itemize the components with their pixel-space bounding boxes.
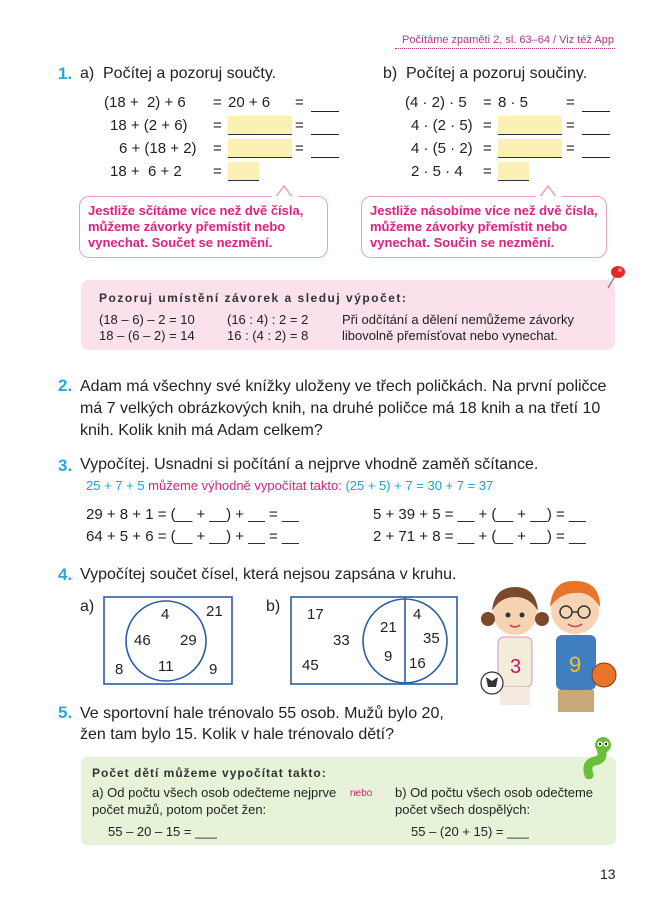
exercise-2-number: 2. <box>58 376 73 395</box>
outside-number: 9 <box>209 661 218 678</box>
exercise-3-right-2 <box>373 528 586 545</box>
answer-blank[interactable] <box>582 96 610 112</box>
exercise-1a-row-3: 6 + (18 + 2) <box>119 140 197 157</box>
eq-sign: = <box>483 94 492 111</box>
exercise-3-number: 3. <box>58 456 73 475</box>
eq-sign: = <box>213 117 222 134</box>
exercise-5-number: 5. <box>58 703 73 722</box>
eq-sign: = <box>213 163 222 180</box>
exercise-5-box-title: Počet dětí můžeme vypočítat takto: <box>92 766 327 780</box>
exercise-3-right-1 <box>373 506 586 523</box>
exercise-5-option-a: a) Od počtu všech osob odečteme nejprve počet mužů, potom počet žen: <box>92 785 337 817</box>
exercise-5-option-a-expr[interactable]: 55 – 20 – 15 = ___ <box>108 824 217 839</box>
answer-highlight-field[interactable] <box>498 139 562 158</box>
answer-form[interactable]: (__ + __) + __ = __ <box>170 506 299 523</box>
expression: 5 + 39 + 5 = <box>373 506 458 523</box>
panel-example: (18 – 6) – 2 = 10 <box>99 312 195 327</box>
answer-highlight-field[interactable] <box>228 139 292 158</box>
exercise-5-option-b: b) Od počtu všech osob odečteme počet všech dospělých: <box>395 785 594 817</box>
exercise-3-hint <box>86 478 493 493</box>
exercise-1b-label: b) <box>383 65 398 82</box>
tip-pointer-mask <box>272 196 298 199</box>
expression: 29 + 8 + 1 = <box>86 506 171 523</box>
answer-blank[interactable] <box>311 119 339 135</box>
hint-expression: 25 + 7 + 5 <box>86 478 145 493</box>
answer-highlight-field[interactable] <box>498 116 562 135</box>
panel-note: Při odčítání a dělení nemůžeme závorky libovolně přemísťovat nebo vynechat. <box>342 312 574 343</box>
eq-sign: = <box>566 140 575 157</box>
circle-number: 29 <box>180 632 197 649</box>
outside-number: 8 <box>115 661 124 678</box>
expression: 2 + 71 + 8 = <box>373 528 458 545</box>
eq-sign: = <box>295 140 304 157</box>
hint-solution: (25 + 5) + 7 = 30 + 7 = 37 <box>345 478 494 493</box>
exercise-1b-row-1-mid: 8 · 5 <box>498 94 529 111</box>
answer-form[interactable]: __ + (__ + __) = __ <box>457 506 586 523</box>
circle-number: 35 <box>423 630 440 647</box>
exercise-4-text: Vypočítej součet čísel, která nejsou zapsána v kruhu. <box>80 566 457 583</box>
answer-form[interactable]: __ + (__ + __) = __ <box>457 528 586 545</box>
circle-number: 16 <box>409 655 426 672</box>
circle-number: 9 <box>384 648 393 665</box>
eq-sign: = <box>483 163 492 180</box>
eq-sign: = <box>566 94 575 111</box>
pushpin-icon <box>600 262 628 294</box>
exercise-3-left-1 <box>86 506 299 523</box>
circle-number: 21 <box>380 619 397 636</box>
exercise-1a-row-1-mid: 20 + 6 <box>228 94 271 111</box>
exercise-5-option-b-expr[interactable]: 55 – (20 + 15) = ___ <box>411 824 529 839</box>
girl-figure <box>481 587 549 705</box>
panel-example: 16 : (4 : 2) = 8 <box>227 328 309 343</box>
answer-highlight-field[interactable] <box>498 162 529 181</box>
exercise-1a-row-2: 18 + (2 + 6) <box>110 117 188 134</box>
exercise-1a-row-4: 18 + 6 + 2 <box>110 163 182 180</box>
circle-number: 4 <box>413 606 422 623</box>
panel-example: (16 : 4) : 2 = 2 <box>227 312 309 327</box>
answer-highlight-field[interactable] <box>228 162 259 181</box>
circle-number: 11 <box>158 658 174 675</box>
header-reference: Počítáme zpaměti 2, sl. 63–64 / Viz též App <box>402 34 614 46</box>
outside-number: 21 <box>206 603 223 620</box>
exercise-2-text: Adam má všechny své knížky uloženy ve třech poličkách. Na první poličce má 7 velkých obrázkových knih, na druhé poličce má 18 knih a na třetí 10 knih. Kolik knih má Adam celkem? <box>80 378 607 439</box>
header-divider <box>395 48 615 49</box>
eq-sign: = <box>213 140 222 157</box>
outside-number: 17 <box>307 606 324 623</box>
info-panel-title: Pozoruj umístění závorek a sleduj výpočet: <box>99 291 408 305</box>
exercise-1b-title: Počítej a pozoruj součiny. <box>406 65 588 82</box>
exercise-5-text: Ve sportovní hale trénovalo 55 osob. Mužů bylo 20, žen tam bylo 15. Kolik v hale trénovalo dětí? <box>80 705 444 743</box>
eq-sign: = <box>483 117 492 134</box>
circle-number: 4 <box>161 606 170 623</box>
page-number: 13 <box>600 866 616 882</box>
girl-shirt-number: 3 <box>510 656 522 678</box>
answer-blank[interactable] <box>582 142 610 158</box>
outside-number: 45 <box>302 657 319 674</box>
exercise-4a-label: a) <box>80 598 95 615</box>
eq-sign: = <box>483 140 492 157</box>
tip-pointer-mask <box>536 196 562 199</box>
answer-blank[interactable] <box>311 96 339 112</box>
exercise-1a-label: a) <box>80 65 95 82</box>
exercise-1a-row-1: (18 + 2) + 6 <box>104 94 186 111</box>
exercise-1-number: 1. <box>58 64 73 83</box>
exercise-4b-label: b) <box>266 598 281 615</box>
answer-form[interactable]: (__ + __) + __ = __ <box>170 528 299 545</box>
eq-sign: = <box>295 117 304 134</box>
eq-sign: = <box>295 94 304 111</box>
eq-sign: = <box>213 94 222 111</box>
expression: 64 + 5 + 6 = <box>86 528 171 545</box>
exercise-1b-row-4: 2 · 5 · 4 <box>411 163 463 180</box>
answer-blank[interactable] <box>582 119 610 135</box>
worm-mascot-icon <box>583 735 619 779</box>
circle-number: 46 <box>134 632 151 649</box>
hint-connector: můžeme výhodně vypočítat takto: <box>144 478 346 493</box>
children-illustration <box>470 575 620 730</box>
answer-highlight-field[interactable] <box>228 116 292 135</box>
panel-example: 18 – (6 – 2) = 14 <box>99 328 195 343</box>
exercise-1a-title: Počítej a pozoruj součty. <box>103 65 277 82</box>
exercise-1b-row-2: 4 · (2 · 5) <box>411 117 473 134</box>
boy-shirt-number: 9 <box>569 652 582 677</box>
boy-figure <box>550 581 616 712</box>
answer-blank[interactable] <box>311 142 339 158</box>
eq-sign: = <box>566 117 575 134</box>
exercise-3-text: Vypočítej. Usnadni si počítání a nejprve vhodně zaměň sčítance. <box>80 456 539 473</box>
exercise-4-number: 4. <box>58 565 73 584</box>
nebo-label: nebo <box>350 788 373 799</box>
outside-number: 33 <box>333 632 350 649</box>
exercise-1b-row-1: (4 · 2) · 5 <box>405 94 467 111</box>
exercise-3-left-2 <box>86 528 299 545</box>
tip-box-multiplication: Jestliže násobíme více než dvě čísla, můžeme závorky přemístit nebo vynechat. Součin se nezmění. <box>361 196 607 258</box>
exercise-1b-row-3: 4 · (5 · 2) <box>411 140 473 157</box>
tip-box-addition: Jestliže sčítáme více než dvě čísla, můžeme závorky přemístit nebo vynechat. Součet se nezmění. <box>79 196 328 258</box>
